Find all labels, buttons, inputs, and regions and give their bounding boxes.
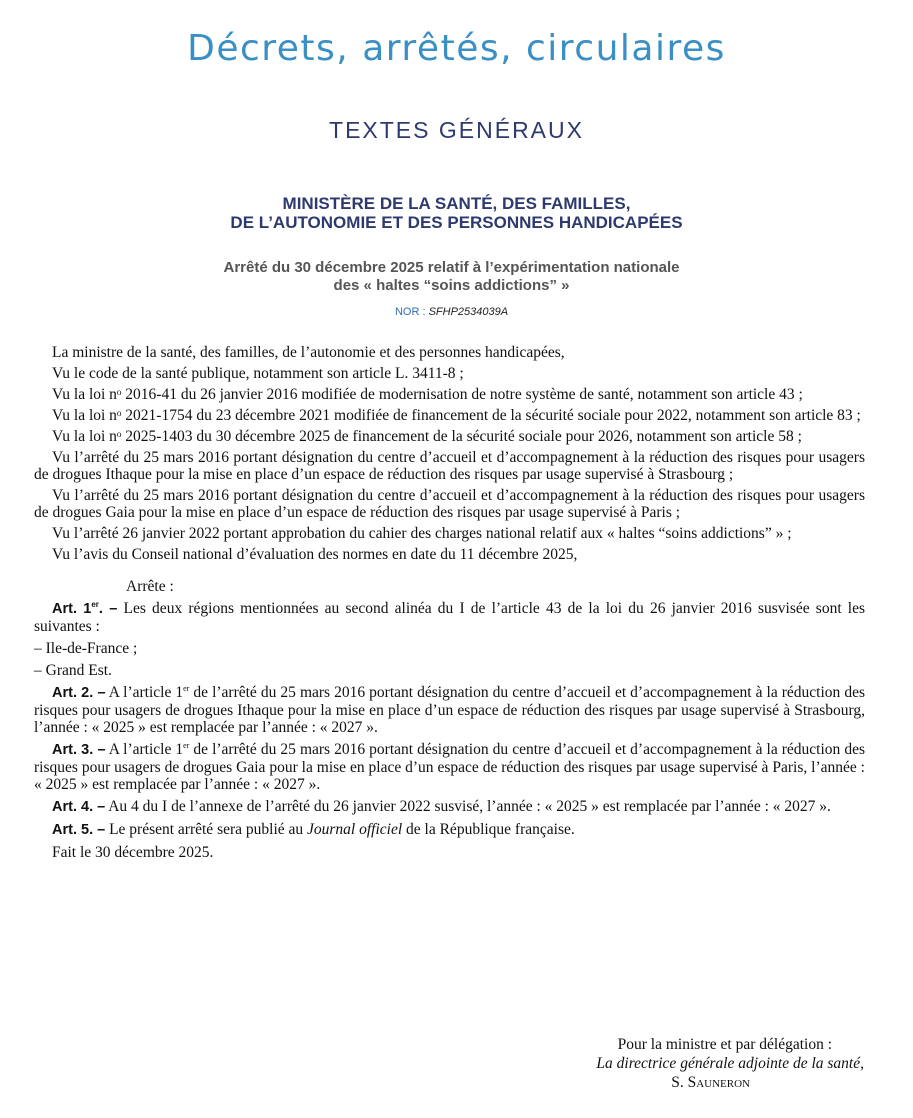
article-label: Art. 3. – bbox=[52, 742, 106, 758]
visa-paragraph: Vu l’arrêté du 25 mars 2016 portant désignation du centre d’accueil et d’accompagnement à la réduction des risques pour usagers de drogues Gaia pour la mise en place d’un espace de réduction des risques par usage supervisé à Paris ; bbox=[34, 487, 865, 521]
visa-paragraph: Vu l’avis du Conseil national d’évaluation des normes en date du 11 décembre 2025, bbox=[52, 546, 578, 563]
region-item: – Ile-de-France ; bbox=[34, 640, 138, 657]
nor-code: SFHP2534039A bbox=[428, 306, 509, 318]
visa-paragraph: Vu l’arrêté du 25 mars 2016 portant désignation du centre d’accueil et d’accompagnement à la réduction des risques pour usagers de drogues Ithaque pour la mise en place d’un espace de réduction des risques par usage supervisé à Strasbourg ; bbox=[34, 449, 865, 483]
article-5 bbox=[34, 821, 865, 839]
visa-paragraph: Vu la loi nᵒ 2021-1754 du 23 décembre 2021 modifiée de financement de la sécurité sociale pour 2022, notamment son article 83 ; bbox=[52, 407, 861, 424]
decree-title-line-2: des « haltes “soins addictions” » bbox=[333, 277, 570, 294]
visa-paragraph: Vu la loi nᵒ 2016-41 du 26 janvier 2016 modifiée de modernisation de notre système de santé, notamment son article 43 ; bbox=[52, 386, 803, 403]
article-text: A l’article 1er de l’arrêté du 25 mars 2016 portant désignation du centre d’accueil et d’accompagnement à la réduction des risques pour usagers de drogues Gaia pour la mise en place d’un espace de réduction des risques par usage supervisé à Paris, l’année : « 2025 » est remplacée par l’année : « 2027 ». bbox=[34, 740, 865, 793]
nor-label: NOR : bbox=[394, 306, 426, 318]
journal-officiel-title: Journal officiel bbox=[307, 821, 403, 838]
article-2 bbox=[34, 684, 865, 736]
rubrique-heading: Décrets, arrêtés, circulaires bbox=[187, 28, 726, 69]
article-text: Le présent arrêté sera publié au Journal officiel de la République française. bbox=[109, 821, 575, 838]
article-label: Art. 1er. – bbox=[52, 600, 118, 617]
section-heading: TEXTES GÉNÉRAUX bbox=[329, 117, 584, 143]
article-text: Au 4 du I de l’annexe de l’arrêté du 26 janvier 2022 susvisé, l’année : « 2025 » est remplacée par l’année : « 2027 ». bbox=[108, 798, 831, 815]
article-label: Art. 5. – bbox=[52, 822, 106, 838]
article-3 bbox=[34, 741, 865, 793]
ministry-heading bbox=[0, 194, 913, 232]
decree-title bbox=[0, 259, 903, 295]
signature-title: La directrice générale adjointe de la santé, bbox=[596, 1055, 864, 1072]
article-label: Art. 4. – bbox=[52, 799, 106, 815]
article-text: Les deux régions mentionnées au second alinéa du I de l’article 43 de la loi du 26 janvier 2016 susvisée sont les suivantes : bbox=[34, 600, 866, 635]
article-text: A l’article 1er de l’arrêté du 25 mars 2016 portant désignation du centre d’accueil et d’accompagnement à la réduction des risques pour usagers de drogues Ithaque pour la mise en place d’un espace de réduction des risques par usage supervisé à Strasbourg, l’année : « 2025 » est remplacée par l’année : « 2027 ». bbox=[34, 683, 865, 736]
region-item: – Grand Est. bbox=[34, 662, 112, 679]
article-4 bbox=[34, 798, 865, 816]
article-1 bbox=[34, 600, 865, 635]
decree-body bbox=[34, 344, 865, 865]
decree-title-line-1: Arrêté du 30 décembre 2025 relatif à l’expérimentation nationale bbox=[223, 259, 680, 276]
arrete-label: Arrête : bbox=[126, 578, 174, 595]
nor-reference bbox=[0, 306, 903, 318]
fait-le: Fait le 30 décembre 2025. bbox=[52, 844, 214, 861]
visa-paragraph: Vu le code de la santé publique, notamment son article L. 3411-8 ; bbox=[52, 365, 464, 382]
ministry-line-1: MINISTÈRE DE LA SANTÉ, DES FAMILLES, bbox=[282, 194, 631, 213]
visa-minister: La ministre de la santé, des familles, de l’autonomie et des personnes handicapées, bbox=[52, 344, 565, 361]
signatory-name: S. Sauneron bbox=[671, 1074, 750, 1091]
ministry-line-2: DE L’AUTONOMIE ET DES PERSONNES HANDICAPÉES bbox=[230, 213, 683, 232]
article-label: Art. 2. – bbox=[52, 685, 106, 701]
visa-paragraph: Vu la loi nᵒ 2025-1403 du 30 décembre 2025 de financement de la sécurité sociale pour 2026, notamment son article 58 ; bbox=[52, 428, 802, 445]
signature-intro: Pour la ministre et par délégation : bbox=[617, 1036, 832, 1053]
signature-block bbox=[480, 1035, 864, 1092]
visa-paragraph: Vu l’arrêté 26 janvier 2022 portant approbation du cahier des charges national relatif aux « haltes “soins addictions” » ; bbox=[52, 525, 792, 542]
